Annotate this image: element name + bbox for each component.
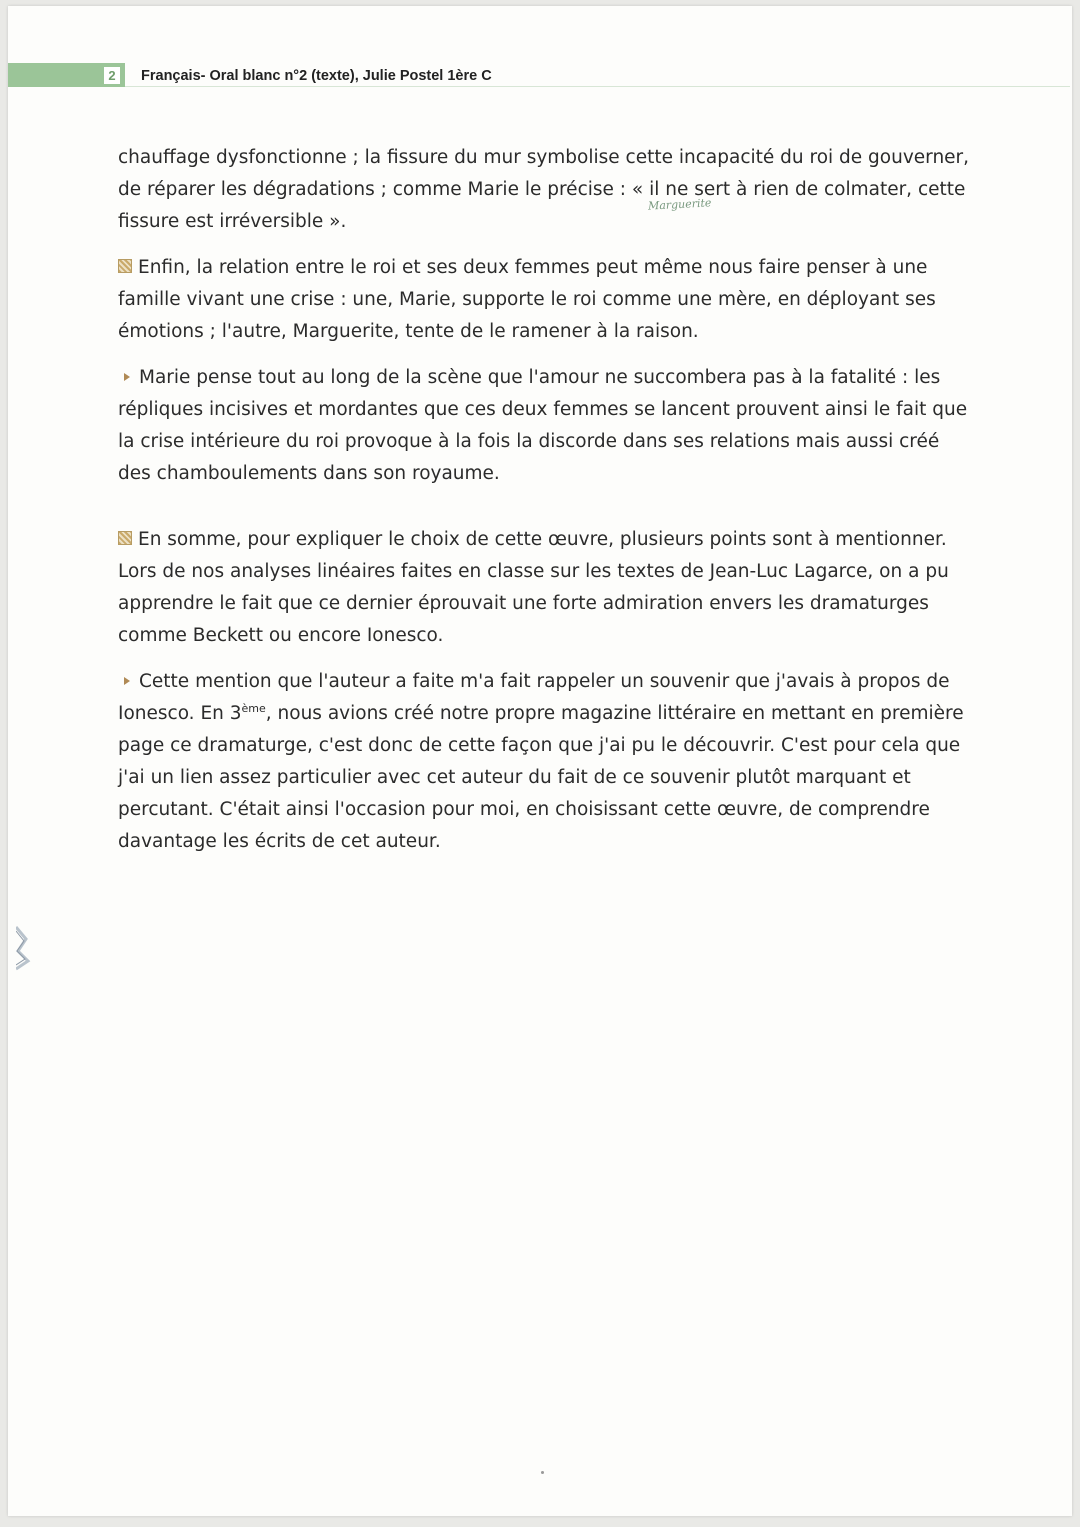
page-sheet bbox=[8, 6, 1072, 1516]
header-title: Français- Oral blanc n°2 (texte), Julie Postel 1ère C bbox=[141, 68, 492, 84]
speck-mark bbox=[541, 1471, 544, 1474]
handwritten-annotation: Marguerite bbox=[647, 196, 712, 213]
header-rule bbox=[125, 86, 1070, 87]
paragraph-4 bbox=[118, 524, 970, 652]
paragraph-5-text-b: , nous avions créé notre propre magazine littéraire en mettant en première page ce dramaturge, c'est donc de cette façon que j'ai pu le découvrir. C'est pour cela que j'ai un lien assez particulier avec cet auteur du fait de ce souvenir plutôt marquant et percutant. C'était ainsi l'occasion pour moi, en choisissant cette œuvre, de comprendre davantage les écrits de cet auteur. bbox=[118, 703, 964, 852]
page-number: 2 bbox=[104, 67, 120, 84]
triangle-bullet-icon bbox=[124, 373, 130, 381]
paragraph-2-text: Enfin, la relation entre le roi et ses deux femmes peut même nous faire penser à une famille vivant une crise : une, Marie, supporte le roi comme une mère, en déployant ses émotions ; l'autre, Marguerite, tente de le ramener à la raison. bbox=[118, 257, 936, 342]
square-bullet-icon bbox=[118, 259, 132, 273]
square-bullet-icon bbox=[118, 531, 132, 545]
superscript-eme: ème bbox=[241, 701, 266, 715]
paragraph-1 bbox=[118, 142, 970, 238]
paragraph-4-text: En somme, pour expliquer le choix de cette œuvre, plusieurs points sont à mentionner. Lors de nos analyses linéaires faites en classe sur les textes de Jean-Luc Lagarce, on a pu apprendre le fait que ce dernier éprouvait une forte admiration envers les dramaturges comme Beckett ou encore Ionesco. bbox=[118, 529, 949, 646]
paragraph-5 bbox=[118, 666, 970, 858]
paragraph-5-text-a: Cette mention que l'auteur a faite m'a fait rappeler un souvenir que j'avais à propos de Ionesco. En 3 bbox=[118, 671, 950, 724]
paragraph-3-text: Marie pense tout au long de la scène que l'amour ne succombera pas à la fatalité : les répliques incisives et mordantes que ces deux femmes se lancent prouvent ainsi le fait que la crise intérieure du roi provoque à la fois la discorde dans ses relations mais aussi créé des chamboulements dans son royaume. bbox=[118, 367, 968, 484]
paragraph-2 bbox=[118, 252, 970, 348]
triangle-bullet-icon bbox=[124, 677, 130, 685]
document-body bbox=[118, 142, 970, 872]
paragraph-1-text: chauffage dysfonctionne ; la fissure du mur symbolise cette incapacité du roi de gouverner, de réparer les dégradations ; comme Marie le précise : « il ne sert à rien de colmater, cette fissure est irréversible ». bbox=[118, 147, 970, 232]
paragraph-3 bbox=[118, 362, 970, 490]
binder-clip-icon bbox=[16, 921, 32, 973]
